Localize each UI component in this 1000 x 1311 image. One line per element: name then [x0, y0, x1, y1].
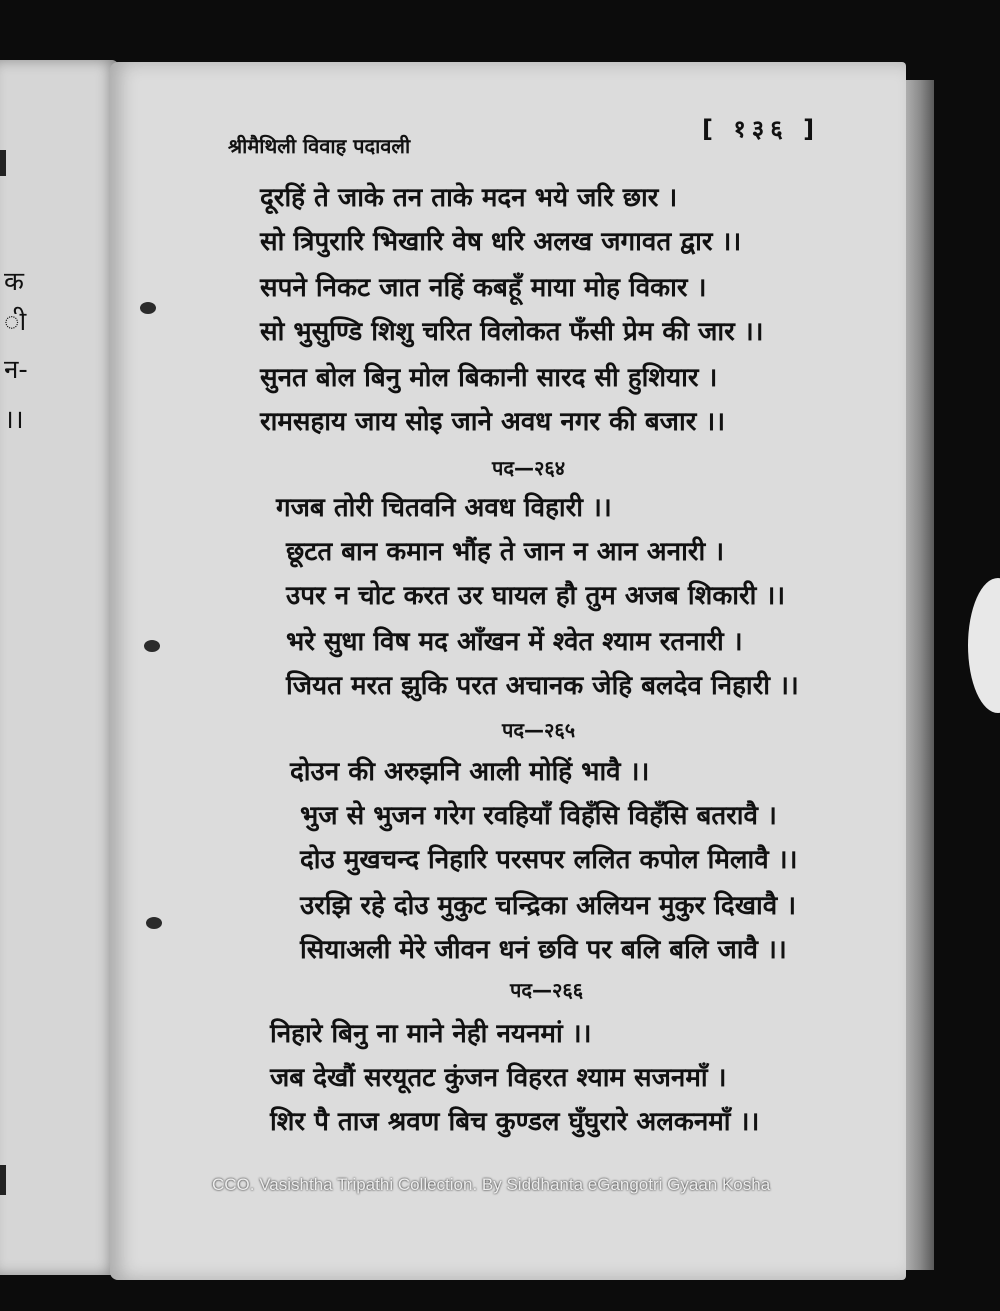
- binding-hole: [144, 640, 160, 652]
- book-page: [110, 62, 906, 1280]
- left-page-fragment: क: [4, 267, 24, 297]
- left-page-fragment: ी: [4, 307, 27, 337]
- verse-line: भुज से भुजन गरेग रवहियाँ विहँसि विहँसि बतरावै ।: [300, 801, 777, 831]
- verse-line: दोउ मुखचन्द निहारि परसपर ललित कपोल मिलावै ।।: [300, 845, 798, 875]
- binding-hole: [140, 302, 156, 314]
- left-page-fragment: ।।: [4, 405, 24, 435]
- verse-line: जब देखौं सरयूतट कुंजन विहरत श्याम सजनमाँ ।: [270, 1063, 727, 1093]
- verse-line: निहारे बिनु ना माने नेही नयनमां ।।: [270, 1019, 592, 1049]
- left-page-mark: [0, 150, 6, 176]
- thumb: [968, 578, 1000, 713]
- page-header-title: श्रीमैथिली विवाह पदावली: [228, 134, 411, 158]
- verse-line: भरे सुधा विष मद आँखन में श्वेत श्याम रतनारी ।: [286, 627, 743, 657]
- left-page-fragment: न-: [4, 355, 28, 385]
- verse-line: उपर न चोट करत उर घायल हौ तुम अजब शिकारी ।।: [286, 581, 786, 611]
- verse-line: उरझि रहे दोउ मुकुट चन्द्रिका अलियन मुकुर दिखावै ।: [300, 891, 797, 921]
- verse-line: सुनत बोल बिनु मोल बिकानी सारद सी हुशियार ।: [260, 363, 718, 393]
- pad-heading: पद—२६४: [492, 456, 566, 480]
- verse-line: शिर पै ताज श्रवण बिच कुण्डल घुँघुरारे अलकनमाँ ।।: [270, 1107, 760, 1137]
- verse-line: सो त्रिपुरारि भिखारि वेष धरि अलख जगावत द्वार ।।: [260, 227, 742, 257]
- verse-line: जियत मरत झुकि परत अचानक जेहि बलदेव निहारी ।।: [286, 671, 799, 701]
- pad-heading: पद—२६६: [510, 978, 584, 1002]
- verse-line: दोउन की अरुझनि आली मोहिं भावै ।।: [290, 757, 650, 787]
- pad-heading: पद—२६५: [502, 718, 576, 742]
- verse-line: सो भुसुण्डि शिशु चरित विलोकत फँसी प्रेम की जार ।।: [260, 317, 764, 347]
- verse-line: छूटत बान कमान भौंह ते जान न आन अनारी ।: [286, 537, 725, 567]
- binding-hole: [146, 917, 162, 929]
- left-page: [0, 60, 118, 1275]
- watermark: CCO. Vasishtha Tripathi Collection. By Siddhanta eGangotri Gyaan Kosha: [212, 1175, 771, 1194]
- page-number: [ १३६ ]: [702, 115, 821, 143]
- verse-line: सपने निकट जात नहिं कबहूँ माया मोह विकार ।: [260, 273, 707, 303]
- left-page-mark: [0, 1165, 6, 1195]
- verse-line: रामसहाय जाय सोइ जाने अवध नगर की बजार ।।: [260, 407, 726, 437]
- verse-line: सियाअली मेरे जीवन धनं छवि पर बलि बलि जावै ।।: [300, 935, 787, 965]
- verse-line: गजब तोरी चितवनि अवध विहारी ।।: [276, 493, 612, 523]
- verse-line: दूरहिं ते जाके तन ताके मदन भये जरि छार ।: [260, 183, 678, 213]
